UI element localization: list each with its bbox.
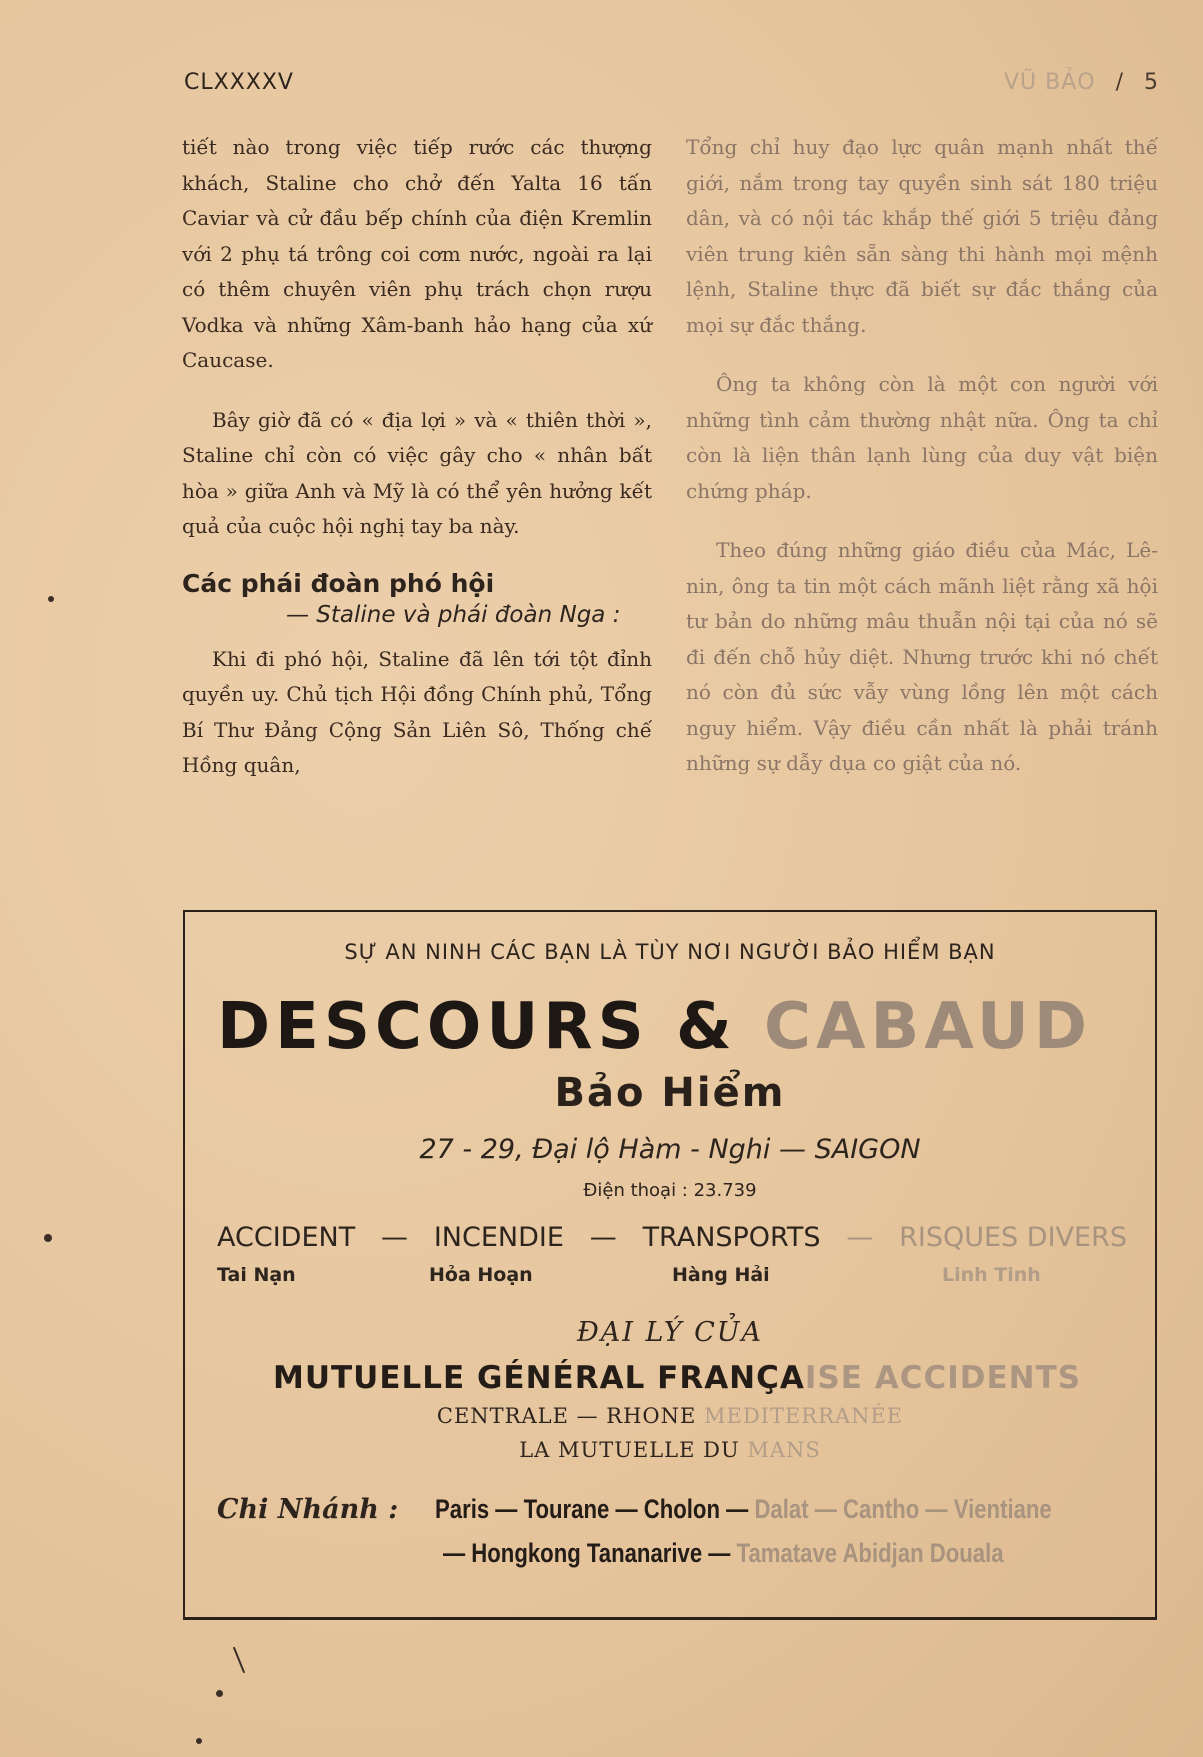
ad-mutuelle	[185, 1438, 1155, 1462]
left-paragraph-2: Bây giờ đã có « địa lợi » và « thiên thời », Staline chỉ còn có việc gây cho « nhân bất hòa » giữa Anh và Mỹ là có thể yên hưởng kết quả của cuộc hội nghị tay ba này.	[182, 407, 652, 538]
agency-name-main: MUTUELLE GÉNÉRAL FRANÇA	[273, 1360, 805, 1396]
coverage-risques: RISQUES DIVERS	[899, 1222, 1127, 1253]
coverage-vi-tainan: Tai Nạn	[217, 1264, 296, 1286]
insurance-advertisement	[183, 910, 1157, 1620]
right-paragraph-1: Tổng chỉ huy đạo lực quân mạnh nhất thế giới, nắm trong tay quyền sinh sát 180 triệu dân, và có nội tác khắp thế giới 5 triệu đảng viên trung kiên sẵn sàng thi hành mọi mệnh lệnh, Staline thực đã biết sự đắc thắng của mọi sự đắc thắng.	[686, 135, 1158, 337]
agency-name-faded: ISE ACCIDENTS	[804, 1360, 1082, 1396]
binding-hole-mark	[48, 596, 54, 602]
company-name-faded: CABAUD	[764, 990, 1092, 1064]
ad-coverage-line	[217, 1222, 1127, 1253]
ad-branches-line-1	[435, 1494, 1052, 1525]
header-separator: /	[1115, 70, 1124, 95]
binding-hole-mark	[44, 1234, 52, 1242]
coverage-dash: —	[846, 1222, 874, 1253]
ad-centrale	[185, 1404, 1155, 1428]
coverage-vi-hoahoan: Hỏa Hoạn	[429, 1264, 533, 1286]
right-paragraph-3: Theo đúng những giáo điều của Mác, Lê-nin, ông ta tin một cách mãnh liệt rằng xã hội tư bản do những mâu thuẫn nội tại của nó sẽ đi đến chỗ hủy diệt. Nhưng trước khi nó chết nó còn đủ sức vẫy vùng lồng lên một cách nguy hiểm. Vậy điều cần nhất là phải tránh những sự dẫy dụa co giật của nó.	[686, 538, 1158, 775]
ad-phone: Điện thoại : 23.739	[583, 1180, 757, 1201]
ad-agency-name	[273, 1360, 1081, 1396]
branches-2-faded: Tamatave Abidjan Douala	[736, 1538, 1004, 1568]
right-column	[686, 130, 1158, 806]
coverage-vi-linhtinh: Linh Tinh	[942, 1264, 1041, 1286]
company-name-main: DESCOURS &	[217, 990, 737, 1064]
coverage-dash: —	[589, 1222, 617, 1253]
page-header-right	[1004, 70, 1159, 95]
coverage-incendie: INCENDIE	[433, 1222, 564, 1253]
centrale-main: CENTRALE — RHONE	[436, 1404, 697, 1428]
ink-stroke	[233, 1647, 245, 1674]
page-roman-numeral: CLXXXXV	[184, 70, 294, 95]
right-paragraph-2: Ông ta không còn là một con người với những tình cảm thường nhật nữa. Ông ta chỉ còn là liện thân lạnh lùng của duy vật biện chứng pháp.	[686, 372, 1158, 503]
mutuelle-faded: MANS	[747, 1438, 821, 1462]
ad-coverage-vi	[217, 1264, 1127, 1294]
left-column	[182, 130, 652, 808]
left-paragraph-1: tiết nào trong việc tiếp rước các thượng khách, Staline cho chở đến Yalta 16 tấn Caviar và cử đầu bếp chính của điện Kremlin với 2 phụ tá trông coi cơm nước, ngoài ra lại có thêm chuyên viên phụ trách chọn rượu Vodka và những Xâm-banh hảo hạng của xứ Caucase.	[182, 135, 652, 372]
centrale-faded: MEDITERRANÉE	[704, 1404, 904, 1428]
author-name: VŨ BẢO	[1003, 70, 1096, 95]
ad-tagline: SỰ AN NINH CÁC BẠN LÀ TÙY NƠI NGƯỜI BẢO HIỂM BẠN	[344, 940, 996, 964]
branches-1-main: Paris — Tourane — Cholon —	[435, 1494, 749, 1524]
branches-2-main: — Hongkong Tananarive —	[443, 1538, 731, 1568]
ad-agency-title: ĐẠI LÝ CỦA	[576, 1317, 764, 1348]
coverage-vi-hanghai: Hàng Hải	[672, 1264, 770, 1286]
ad-address: 27 - 29, Đại lộ Hàm - Nghi — SAIGON	[419, 1134, 921, 1165]
page-number: 5	[1144, 70, 1159, 95]
section-title: Các phái đoàn phó hội	[182, 568, 495, 598]
section-subtitle: — Staline và phái đoàn Nga :	[286, 601, 621, 628]
coverage-dash: —	[381, 1222, 409, 1253]
ad-company-name	[217, 990, 1092, 1064]
ad-service: Bảo Hiểm	[554, 1070, 786, 1116]
ink-speck	[196, 1738, 202, 1744]
ad-branches-line-2	[443, 1538, 1004, 1569]
left-paragraph-3: Khi đi phó hội, Staline đã lên tới tột đỉnh quyền uy. Chủ tịch Hội đồng Chính phủ, Tổng Bí Thư Đảng Cộng Sản Liên Sô, Thống chế Hồng quân,	[182, 646, 652, 777]
coverage-transports: TRANSPORTS	[642, 1222, 821, 1253]
ink-speck	[216, 1690, 223, 1697]
mutuelle-main: LA MUTUELLE DU	[519, 1438, 740, 1462]
branches-1-faded: Dalat — Cantho — Vientiane	[754, 1494, 1052, 1524]
coverage-accident: ACCIDENT	[217, 1222, 356, 1253]
ad-branches-label: Chi Nhánh :	[217, 1494, 399, 1525]
